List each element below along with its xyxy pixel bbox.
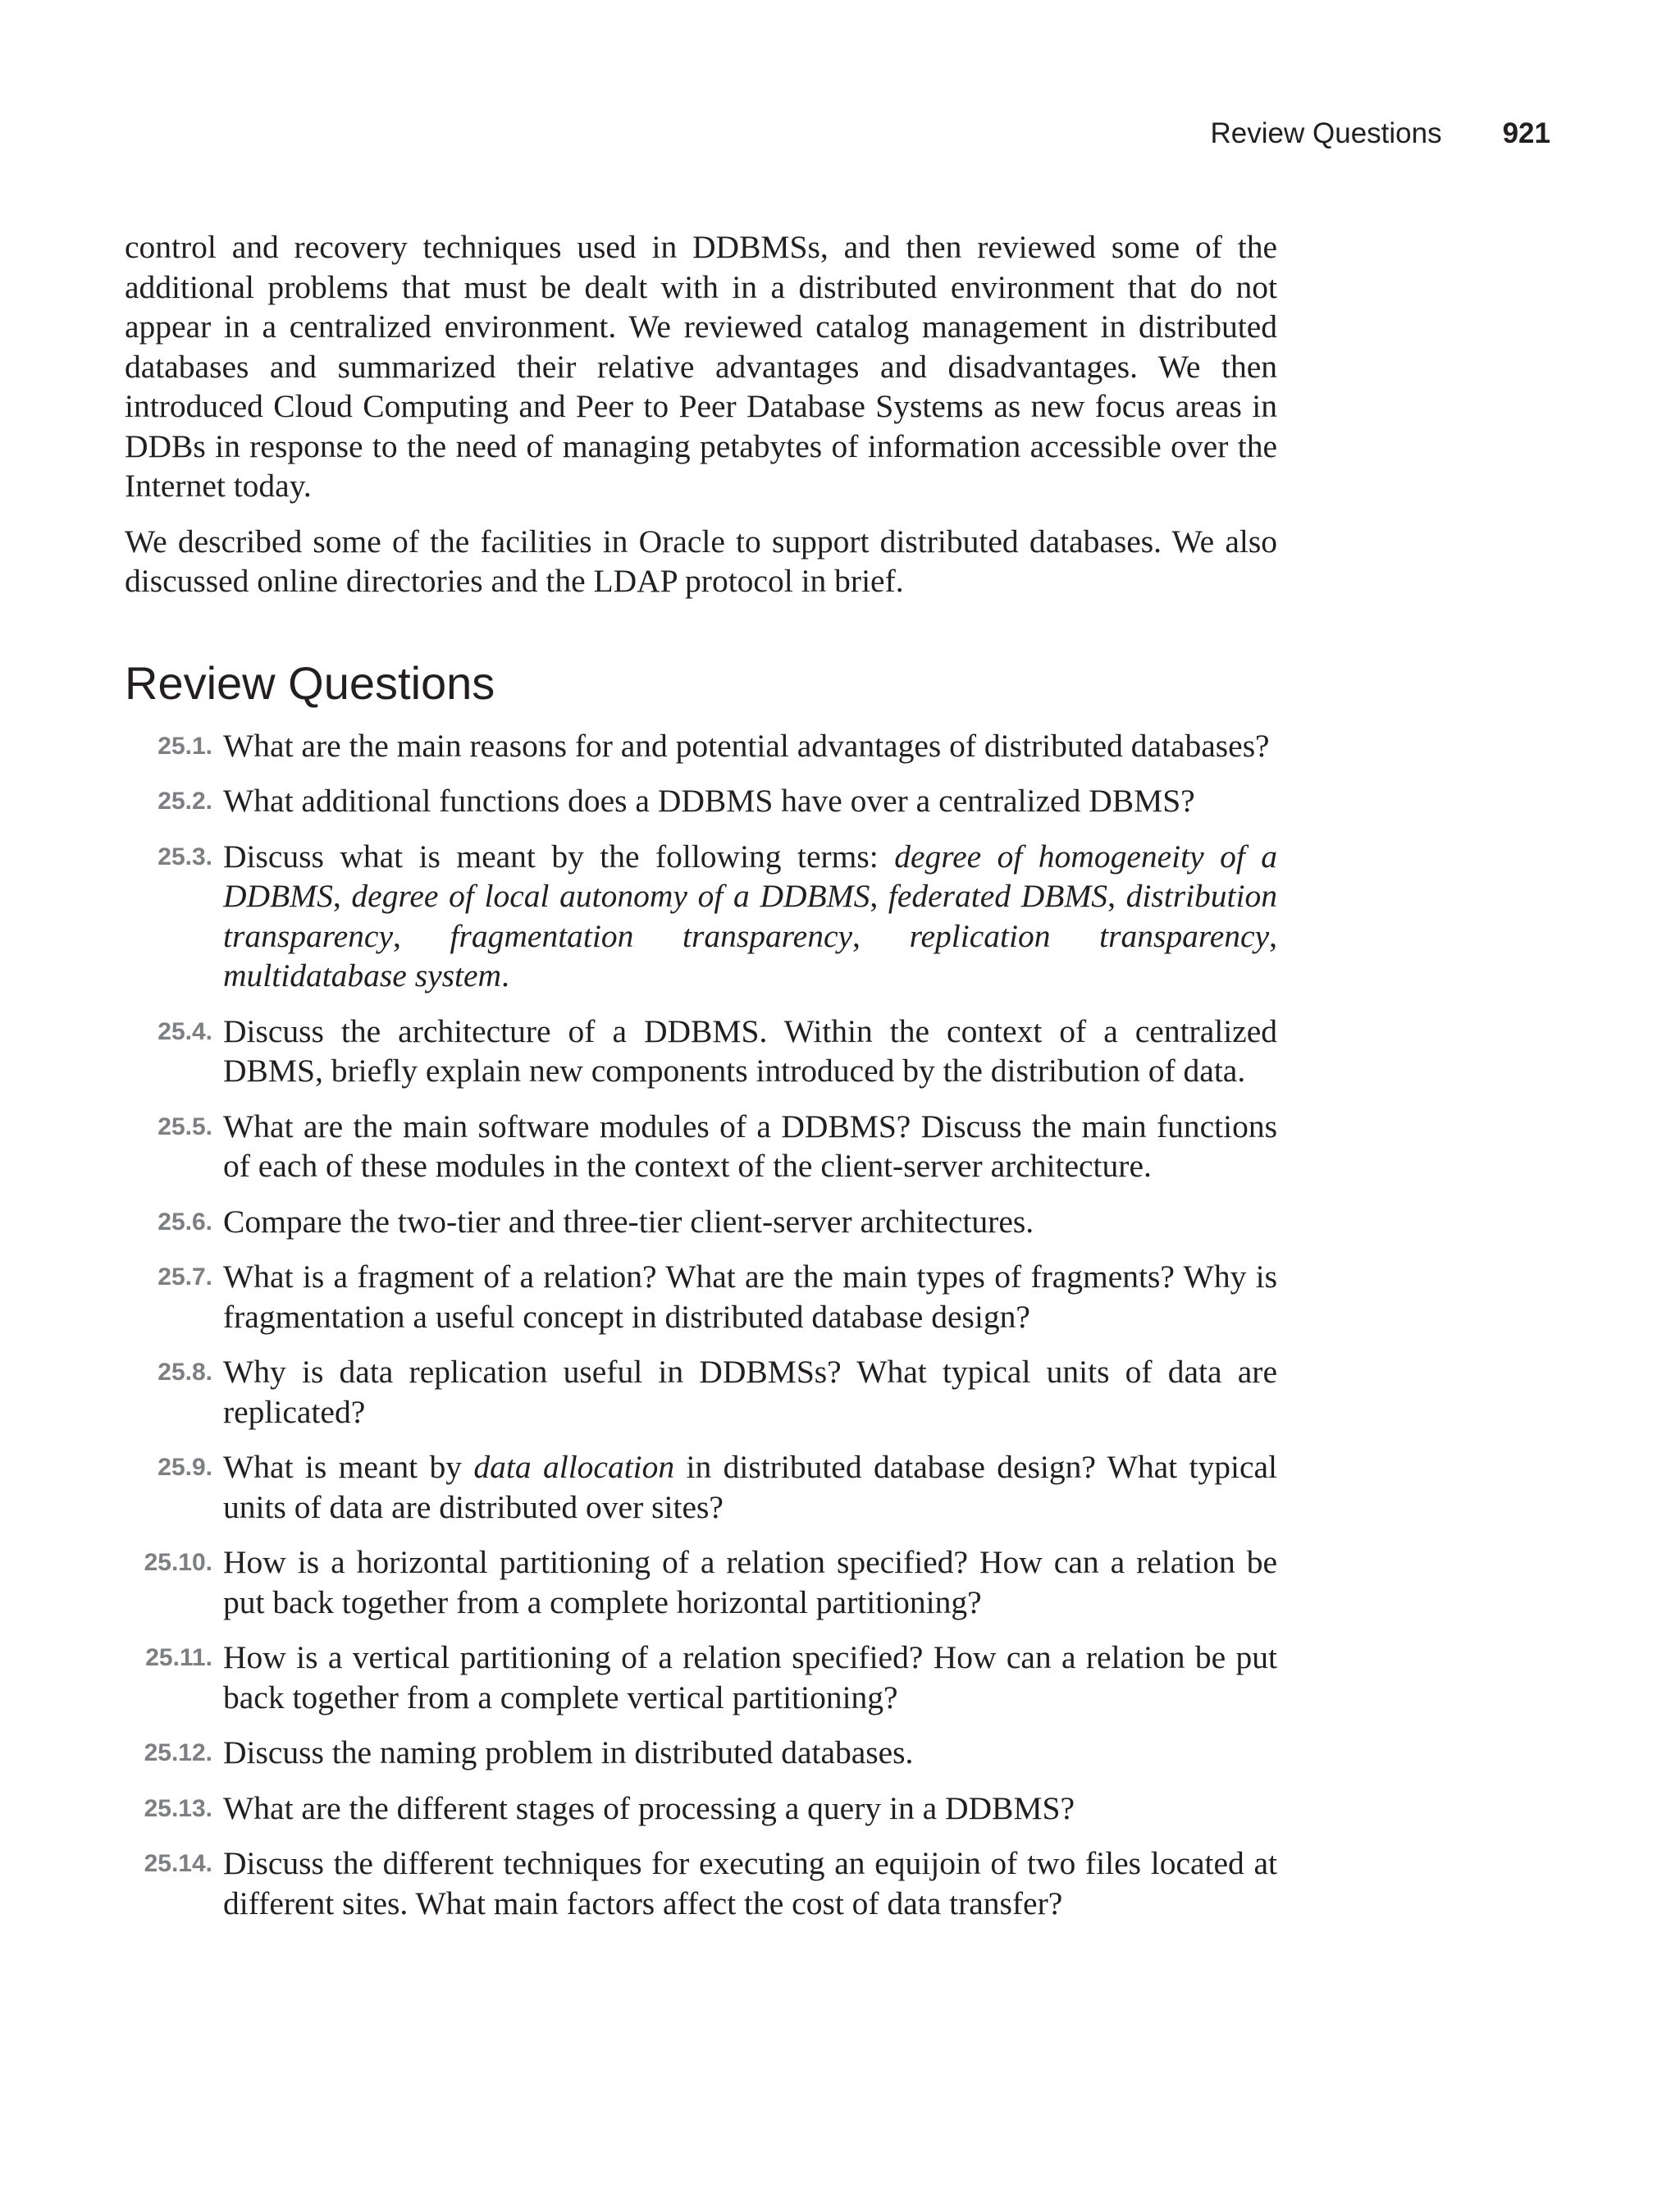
intro-paragraph: control and recovery techniques used in DDBMSs, and then reviewed some of the additional problems that must be dealt with in a distributed environment that do not appear in a centralized environment. We reviewed catalog management in distributed databases and summarized their relative advantages and disadvantages. We then introduced Cloud Computing and Peer to Peer Database Systems as new focus areas in DDBs in response to the need of managing petabytes of information accessible over the Internet today.: [125, 229, 1277, 504]
question-text: What additional functions does a DDBMS have over a centralized DBMS?: [223, 783, 1195, 819]
question-text: Discuss the architecture of a DDBMS. Within the context of a centralized DBMS, briefly explain new components introduced by the distribution of data.: [223, 1012, 1277, 1089]
question-text: What are the main software modules of a DDBMS? Discuss the main functions of each of these modules in the context of the client-server architecture.: [223, 1108, 1277, 1184]
question-text: What are the different stages of processing a query in a DDBMS?: [223, 1789, 1075, 1826]
question-number: 25.10.: [144, 1549, 212, 1576]
question-text: How is a vertical partitioning of a relation specified? How can a relation be put back together from a complete vertical partitioning?: [223, 1639, 1277, 1715]
section-heading: Review Questions: [125, 656, 495, 709]
question-text: What is meant by data allocation in distributed database design? What typical units of data are distributed over sites?: [223, 1449, 1277, 1525]
term: multidatabase system: [223, 957, 502, 994]
question-number: 25.1.: [158, 732, 212, 760]
running-header: [1211, 117, 1550, 150]
page-number: 921: [1502, 117, 1550, 149]
question-number: 25.3.: [158, 843, 212, 870]
question-number: 25.13.: [144, 1794, 212, 1822]
question-item: [125, 1107, 1277, 1186]
question-number: 25.14.: [144, 1850, 212, 1877]
question-item: [125, 1257, 1277, 1336]
question-item: [125, 1789, 1277, 1829]
question-number: 25.11.: [145, 1644, 212, 1671]
question-item: [125, 726, 1277, 766]
question-item: [125, 1733, 1277, 1773]
question-item: [125, 1202, 1277, 1242]
question-number: 25.4.: [158, 1017, 212, 1045]
question-item: [125, 1542, 1277, 1622]
term: degree of local autonomy of a DDBMS: [351, 878, 870, 914]
question-text: What is a fragment of a relation? What are the main types of fragments? Why is fragmentation a useful concept in distributed database design?: [223, 1259, 1277, 1335]
question-text: Discuss the naming problem in distributed databases.: [223, 1734, 914, 1770]
question-text: Why is data replication useful in DDBMSs? What typical units of data are replicated?: [223, 1354, 1277, 1430]
question-text: Discuss what is meant by the following terms: degree of homogeneity of a DDBMS, degree of local autonomy of a DDBMS, federated DBMS, distribution transparency, fragmentation transparency, replication transparency, multidatabase system.: [223, 838, 1277, 994]
review-questions-list: [125, 726, 1277, 1924]
question-number: 25.9.: [158, 1454, 212, 1481]
question-text: How is a horizontal partitioning of a relation specified? How can a relation be put back together from a complete horizontal partitioning?: [223, 1544, 1277, 1620]
question-number: 25.5.: [158, 1112, 212, 1140]
question-item: [125, 781, 1277, 821]
question-item: [125, 1843, 1277, 1923]
question-text: What are the main reasons for and potential advantages of distributed databases?: [223, 727, 1270, 764]
question-item: [125, 1638, 1277, 1717]
term: fragmentation transparency: [450, 917, 853, 954]
term: data allocation: [473, 1449, 675, 1485]
question-number: 25.2.: [158, 788, 212, 815]
question-text: Discuss the different techniques for executing an equijoin of two files located at different sites. What main factors affect the cost of data transfer?: [223, 1845, 1277, 1921]
question-number: 25.6.: [158, 1208, 212, 1236]
question-item: [125, 1447, 1277, 1527]
term: federated DBMS: [888, 878, 1108, 914]
term: replication transparency: [909, 917, 1270, 954]
question-item: [125, 1012, 1277, 1091]
page-content: [125, 227, 1277, 1939]
question-item: [125, 1352, 1277, 1432]
question-number: 25.12.: [144, 1739, 212, 1766]
running-title: Review Questions: [1210, 117, 1442, 149]
term: degree of homogeneity of a DDBMS: [223, 838, 1277, 914]
question-number: 25.8.: [158, 1359, 212, 1386]
question-text: Compare the two-tier and three-tier client-server architectures.: [223, 1203, 1034, 1240]
intro-paragraph: We described some of the facilities in Oracle to support distributed databases. We also discussed online directories and the LDAP protocol in brief.: [125, 523, 1277, 599]
term: distribution transparency: [223, 878, 1277, 954]
question-item: [125, 837, 1277, 996]
question-number: 25.7.: [158, 1263, 212, 1291]
